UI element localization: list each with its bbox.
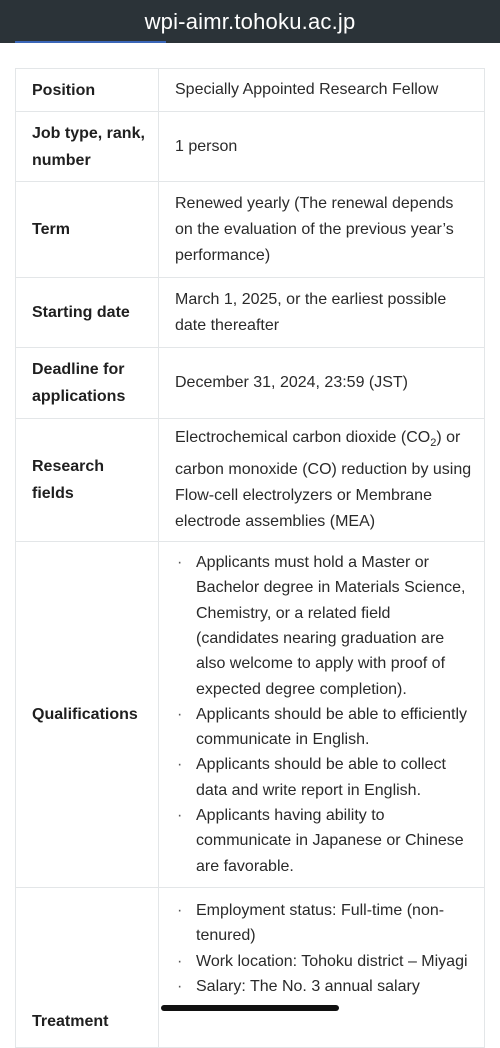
row-label: Qualifications bbox=[16, 542, 159, 888]
table-row bbox=[16, 542, 485, 888]
row-label: Position bbox=[16, 69, 159, 112]
list-item: · Applicants having ability to communicate in Japanese or Chinese are favorable. bbox=[171, 803, 472, 879]
table-row bbox=[16, 112, 485, 182]
list-item: · Salary: The No. 3 annual salary bbox=[171, 974, 472, 999]
row-value: March 1, 2025, or the earliest possible date thereafter bbox=[159, 278, 485, 348]
table-row bbox=[16, 888, 485, 1048]
row-value: 1 person bbox=[159, 112, 485, 182]
row-value: Specially Appointed Research Fellow bbox=[159, 69, 485, 112]
row-value: Renewed yearly (The renewal depends on the evaluation of the previous year’s performance) bbox=[159, 182, 485, 278]
row-value bbox=[159, 542, 485, 888]
list-item: · Applicants should be able to collect data and write report in English. bbox=[171, 752, 472, 803]
row-value bbox=[159, 888, 485, 1048]
qualifications-list bbox=[175, 550, 472, 879]
list-item: · Applicants should be able to efficiently communicate in English. bbox=[171, 702, 472, 753]
treatment-list bbox=[175, 888, 472, 999]
home-indicator[interactable] bbox=[161, 1005, 339, 1011]
fields-text-suffix: ) or carbon monoxide (CO) reduction by using Flow-cell electrolyzers or Membrane electrode assemblies (MEA) bbox=[175, 429, 472, 530]
fields-text-prefix: Electrochemical carbon dioxide (CO bbox=[175, 429, 431, 447]
job-details bbox=[15, 68, 485, 1048]
table-row bbox=[16, 348, 485, 419]
list-item: · Work location: Tohoku district – Miyagi bbox=[171, 949, 472, 974]
fields-subscript: 2 bbox=[430, 437, 437, 450]
tab-indicator bbox=[15, 41, 166, 43]
row-label: Deadline for applications bbox=[16, 348, 159, 419]
list-item: · Applicants must hold a Master or Bachelor degree in Materials Science, Chemistry, or a related field (candidates nearing graduation are also welcome to apply with proof of expected degree completion). bbox=[171, 550, 472, 702]
row-value bbox=[159, 419, 485, 542]
row-label: Starting date bbox=[16, 278, 159, 348]
table-row bbox=[16, 419, 485, 542]
url-bar[interactable] bbox=[0, 0, 500, 43]
table-row bbox=[16, 182, 485, 278]
row-label: Research fields bbox=[16, 419, 159, 542]
table-row bbox=[16, 69, 485, 112]
row-label: Term bbox=[16, 182, 159, 278]
row-value: December 31, 2024, 23:59 (JST) bbox=[159, 348, 485, 419]
job-details-table bbox=[15, 68, 485, 1048]
list-item: · Employment status: Full-time (non-tenured) bbox=[171, 898, 472, 949]
row-label: Treatment bbox=[16, 888, 159, 1048]
table-row bbox=[16, 278, 485, 348]
url-text: wpi-aimr.tohoku.ac.jp bbox=[144, 8, 356, 34]
row-label: Job type, rank, number bbox=[16, 112, 159, 182]
